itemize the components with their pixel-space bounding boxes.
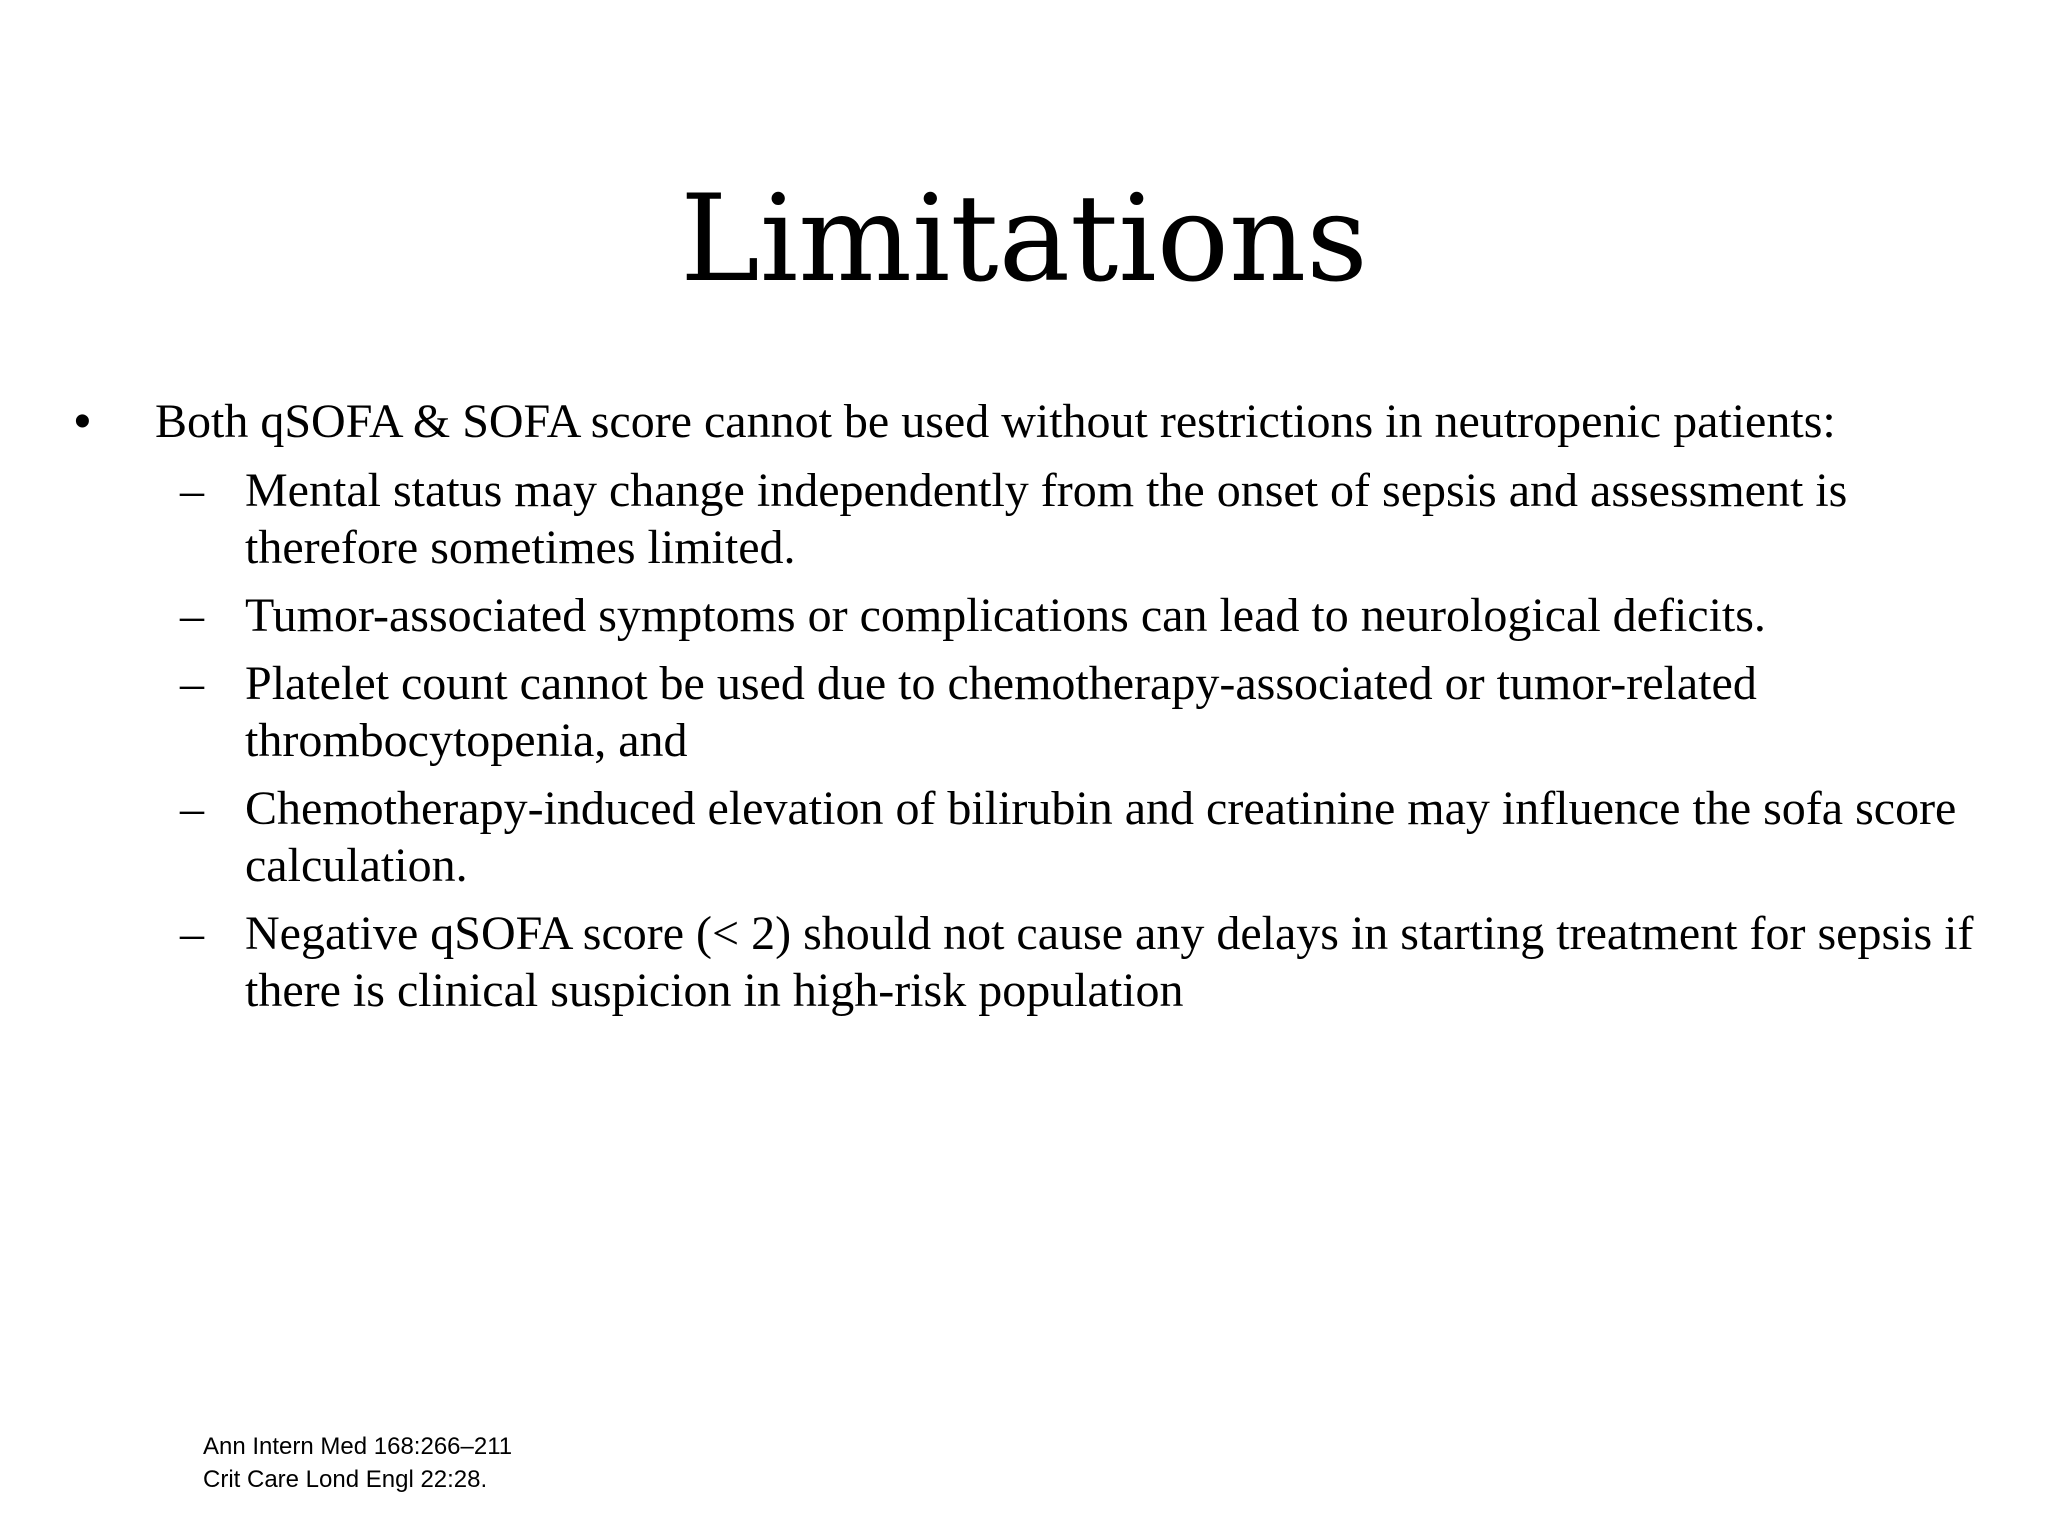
main-bullet-text: Both qSOFA & SOFA score cannot be used without restrictions in neutropenic patients: xyxy=(155,395,1836,448)
main-bullet xyxy=(0,393,2048,450)
dash-icon: – xyxy=(180,464,204,517)
dash-icon: – xyxy=(180,907,204,960)
sub-bullet-text: Negative qSOFA score (< 2) should not cause any delays in starting treatment for sepsis if there is clinical suspicion in high-risk population xyxy=(245,907,1974,1017)
sub-bullet-text: Mental status may change independently from the onset of sepsis and assessment is therefore sometimes limited. xyxy=(245,464,1848,574)
sub-bullet-text: Tumor-associated symptoms or complications can lead to neurological deficits. xyxy=(245,589,1766,642)
reference-line: Ann Intern Med 168:266–211 xyxy=(203,1433,513,1460)
reference-line: Crit Care Lond Engl 22:28. xyxy=(203,1466,488,1493)
dash-icon: – xyxy=(180,782,204,835)
dash-icon: – xyxy=(180,589,204,642)
bullet-icon: • xyxy=(74,395,91,448)
sub-bullet-list xyxy=(0,462,2048,1019)
dash-icon: – xyxy=(180,657,204,710)
sub-bullet-item xyxy=(0,462,1990,576)
slide-body xyxy=(0,393,2048,1030)
references xyxy=(203,1430,512,1496)
slide-title: Limitations xyxy=(680,170,1368,309)
sub-bullet-item xyxy=(0,587,1990,644)
sub-bullet-item xyxy=(0,655,1990,769)
sub-bullet-text: Platelet count cannot be used due to chemotherapy-associated or tumor-related thrombocytopenia, and xyxy=(245,657,1757,767)
sub-bullet-item xyxy=(0,905,1990,1019)
sub-bullet-text: Chemotherapy-induced elevation of bilirubin and creatinine may influence the sofa score calculation. xyxy=(245,782,1957,892)
sub-bullet-item xyxy=(0,780,1990,894)
